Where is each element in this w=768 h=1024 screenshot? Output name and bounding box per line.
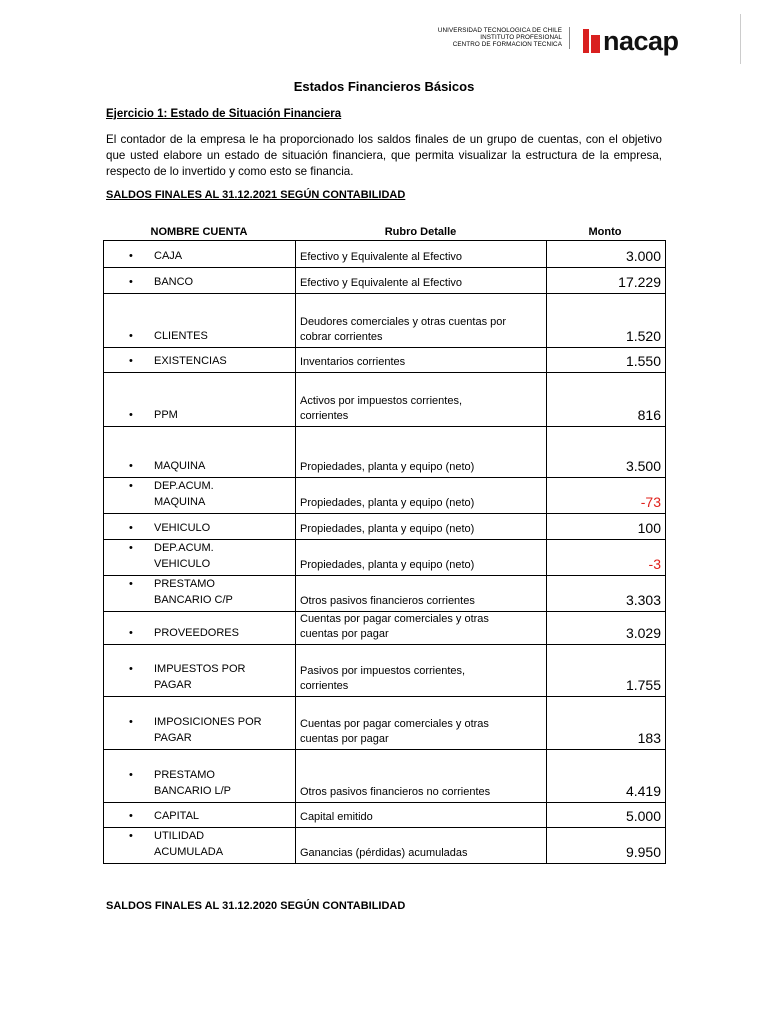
rubro-cell — [296, 576, 547, 612]
account-name — [154, 661, 245, 693]
monto-cell — [547, 478, 666, 514]
rubro-line: cuentas por pagar — [300, 733, 389, 745]
account-cell — [104, 268, 296, 294]
bullet-icon: • — [129, 276, 133, 288]
rubro-cell — [296, 348, 547, 373]
monto-cell — [547, 576, 666, 612]
bullet-icon: • — [129, 716, 133, 728]
header-edge-line — [740, 14, 741, 64]
bullet-icon: • — [129, 355, 133, 367]
table-row — [104, 478, 666, 514]
account-name-line: EXISTENCIAS — [154, 355, 227, 367]
header-nombre-cuenta: NOMBRE CUENTA — [150, 226, 248, 238]
account-name-line: MAQUINA — [154, 460, 206, 472]
table-row — [104, 697, 666, 750]
rubro-line: Cuentas por pagar comerciales y otras — [300, 613, 489, 625]
account-name-line: IMPOSICIONES POR — [154, 716, 262, 728]
institution-line: INSTITUTO PROFESIONAL — [480, 34, 562, 41]
table-row — [104, 576, 666, 612]
monto-value: -73 — [640, 494, 661, 510]
rubro-line: Activos por impuestos corrientes, — [300, 395, 463, 407]
table-row — [104, 645, 666, 697]
bullet-icon: • — [129, 810, 133, 822]
account-name — [154, 828, 223, 860]
account-name — [154, 714, 262, 746]
rubro-cell — [296, 612, 547, 645]
monto-value: 5.000 — [625, 808, 661, 824]
rubro-line: Pasivos por impuestos corrientes, — [300, 665, 466, 677]
account-cell — [104, 828, 296, 864]
bullet-icon: • — [129, 250, 133, 262]
rubro-line: Propiedades, planta y equipo (neto) — [300, 461, 475, 473]
header-monto: Monto — [588, 226, 622, 238]
institution-line: CENTRO DE FORMACION TECNICA — [452, 41, 562, 48]
monto-cell — [547, 427, 666, 478]
account-name — [154, 478, 214, 510]
account-cell — [104, 294, 296, 348]
account-name — [154, 248, 182, 264]
instructions-paragraph: El contador de la empresa le ha proporcionado los saldos finales de un grupo de cuentas, con el objetivo que usted elabore un estado de situación financiera, que permita visualizar la estructura de la empresa, respecto de lo invertido y como esto se financia. — [106, 133, 662, 178]
rubro-cell — [296, 268, 547, 294]
account-cell — [104, 540, 296, 576]
account-name-line: CLIENTES — [154, 330, 208, 342]
saldos-2021-heading: SALDOS FINALES AL 31.12.2021 SEGÚN CONTABILIDAD — [106, 189, 406, 201]
account-name-line: PRESTAMO — [154, 578, 215, 590]
inacap-logo — [583, 26, 679, 56]
logo-wordmark: nacap — [603, 26, 679, 56]
accounts-table — [103, 240, 666, 864]
account-name-line: CAPITAL — [154, 810, 200, 822]
account-name-line: VEHICULO — [154, 522, 211, 534]
monto-cell — [547, 828, 666, 864]
account-cell — [104, 803, 296, 828]
monto-value: 1.755 — [625, 677, 661, 693]
account-name-line: MAQUINA — [154, 496, 206, 508]
account-name-line: DEP.ACUM. — [154, 542, 214, 554]
account-cell — [104, 427, 296, 478]
rubro-cell — [296, 294, 547, 348]
rubro-line: Efectivo y Equivalente al Efectivo — [300, 277, 463, 289]
logo-mark-icon — [583, 29, 600, 53]
account-name — [154, 520, 210, 536]
monto-cell — [547, 514, 666, 540]
monto-value: 4.419 — [625, 783, 661, 799]
bullet-icon: • — [129, 480, 133, 492]
rubro-cell — [296, 828, 547, 864]
header-rubro-detalle: Rubro Detalle — [384, 226, 457, 238]
monto-value: 3.000 — [625, 248, 661, 264]
table-row — [104, 514, 666, 540]
monto-cell — [547, 294, 666, 348]
bullet-icon: • — [129, 663, 133, 675]
account-name-line: ACUMULADA — [154, 846, 224, 858]
rubro-cell — [296, 514, 547, 540]
monto-cell — [547, 540, 666, 576]
monto-value: -3 — [648, 556, 661, 572]
bullet-icon: • — [129, 542, 133, 554]
monto-value: 183 — [637, 730, 661, 746]
rubro-line: Propiedades, planta y equipo (neto) — [300, 497, 475, 509]
bullet-icon: • — [129, 830, 133, 842]
account-name-line: IMPUESTOS POR — [154, 663, 246, 675]
rubro-line: Cuentas por pagar comerciales y otras — [300, 718, 489, 730]
rubro-cell — [296, 478, 547, 514]
rubro-cell — [296, 803, 547, 828]
account-name-line: PPM — [154, 409, 178, 421]
account-name — [154, 808, 199, 824]
table-row — [104, 348, 666, 373]
monto-value: 3.500 — [625, 458, 661, 474]
bullet-icon: • — [129, 409, 133, 421]
account-name — [154, 274, 193, 290]
account-cell — [104, 478, 296, 514]
rubro-line: corrientes — [300, 680, 349, 692]
account-name-line: VEHICULO — [154, 558, 211, 570]
institution-name — [412, 27, 562, 48]
account-name-line: PROVEEDORES — [154, 627, 239, 639]
institution-line: UNIVERSIDAD TECNOLOGICA DE CHILE — [437, 27, 562, 34]
rubro-line: cuentas por pagar — [300, 628, 389, 640]
rubro-cell — [296, 750, 547, 803]
rubro-cell — [296, 540, 547, 576]
account-name-line: UTILIDAD — [154, 830, 205, 842]
account-name-line: PAGAR — [154, 732, 192, 744]
monto-cell — [547, 373, 666, 427]
table-row — [104, 294, 666, 348]
bullet-icon: • — [129, 769, 133, 781]
account-name-line: BANCARIO L/P — [154, 785, 232, 797]
account-name-line: CAJA — [154, 250, 183, 262]
account-name-line: PAGAR — [154, 679, 192, 691]
table-row — [104, 803, 666, 828]
account-name — [154, 328, 208, 344]
account-name — [154, 353, 227, 369]
rubro-line: Ganancias (pérdidas) acumuladas — [300, 847, 468, 859]
account-cell — [104, 373, 296, 427]
monto-cell — [547, 348, 666, 373]
rubro-line: Inventarios corrientes — [300, 356, 406, 368]
rubro-cell — [296, 645, 547, 697]
rubro-cell — [296, 427, 547, 478]
rubro-cell — [296, 241, 547, 268]
monto-value: 3.029 — [625, 625, 661, 641]
accounts-table-body — [104, 241, 666, 864]
account-cell — [104, 514, 296, 540]
account-cell — [104, 348, 296, 373]
monto-value: 17.229 — [618, 274, 661, 290]
table-row — [104, 828, 666, 864]
rubro-line: Propiedades, planta y equipo (neto) — [300, 559, 475, 571]
header-separator — [569, 27, 570, 49]
rubro-cell — [296, 373, 547, 427]
rubro-line: Efectivo y Equivalente al Efectivo — [300, 251, 463, 263]
monto-cell — [547, 268, 666, 294]
account-name — [154, 407, 178, 423]
monto-cell — [547, 612, 666, 645]
account-cell — [104, 241, 296, 268]
page-title: Estados Financieros Básicos — [293, 79, 475, 94]
table-row — [104, 268, 666, 294]
table-row — [104, 750, 666, 803]
monto-value: 816 — [637, 407, 661, 423]
table-row — [104, 540, 666, 576]
monto-value: 1.550 — [625, 353, 661, 369]
rubro-line: Deudores comerciales y otras cuentas por — [300, 316, 507, 328]
account-name-line: PRESTAMO — [154, 769, 215, 781]
rubro-line: cobrar corrientes — [300, 331, 383, 343]
account-cell — [104, 645, 296, 697]
monto-cell — [547, 803, 666, 828]
account-name — [154, 458, 205, 474]
monto-cell — [547, 241, 666, 268]
account-name-line: BANCO — [154, 276, 194, 288]
table-row — [104, 612, 666, 645]
rubro-line: Propiedades, planta y equipo (neto) — [300, 523, 475, 535]
rubro-cell — [296, 697, 547, 750]
bullet-icon: • — [129, 522, 133, 534]
rubro-line: Otros pasivos financieros corrientes — [300, 595, 475, 607]
account-cell — [104, 612, 296, 645]
account-name — [154, 767, 231, 799]
account-cell — [104, 697, 296, 750]
table-row — [104, 241, 666, 268]
monto-cell — [547, 750, 666, 803]
monto-value: 100 — [637, 520, 661, 536]
account-name — [154, 540, 214, 572]
monto-value: 1.520 — [625, 328, 661, 344]
table-row — [104, 427, 666, 478]
monto-value: 3.303 — [625, 592, 661, 608]
account-name-line: DEP.ACUM. — [154, 480, 214, 492]
bullet-icon: • — [129, 578, 133, 590]
monto-cell — [547, 645, 666, 697]
table-row — [104, 373, 666, 427]
account-cell — [104, 576, 296, 612]
monto-cell — [547, 697, 666, 750]
monto-value: 9.950 — [625, 844, 661, 860]
saldos-2020-heading: SALDOS FINALES AL 31.12.2020 SEGÚN CONTABILIDAD — [106, 900, 406, 912]
bullet-icon: • — [129, 627, 133, 639]
rubro-line: corrientes — [300, 410, 349, 422]
account-name — [154, 625, 239, 641]
bullet-icon: • — [129, 460, 133, 472]
rubro-line: Capital emitido — [300, 811, 373, 823]
exercise-title: Ejercicio 1: Estado de Situación Financiera — [106, 108, 342, 120]
rubro-line: Otros pasivos financieros no corrientes — [300, 786, 491, 798]
bullet-icon: • — [129, 330, 133, 342]
account-name-line: BANCARIO C/P — [154, 594, 233, 606]
account-cell — [104, 750, 296, 803]
account-name — [154, 576, 233, 608]
